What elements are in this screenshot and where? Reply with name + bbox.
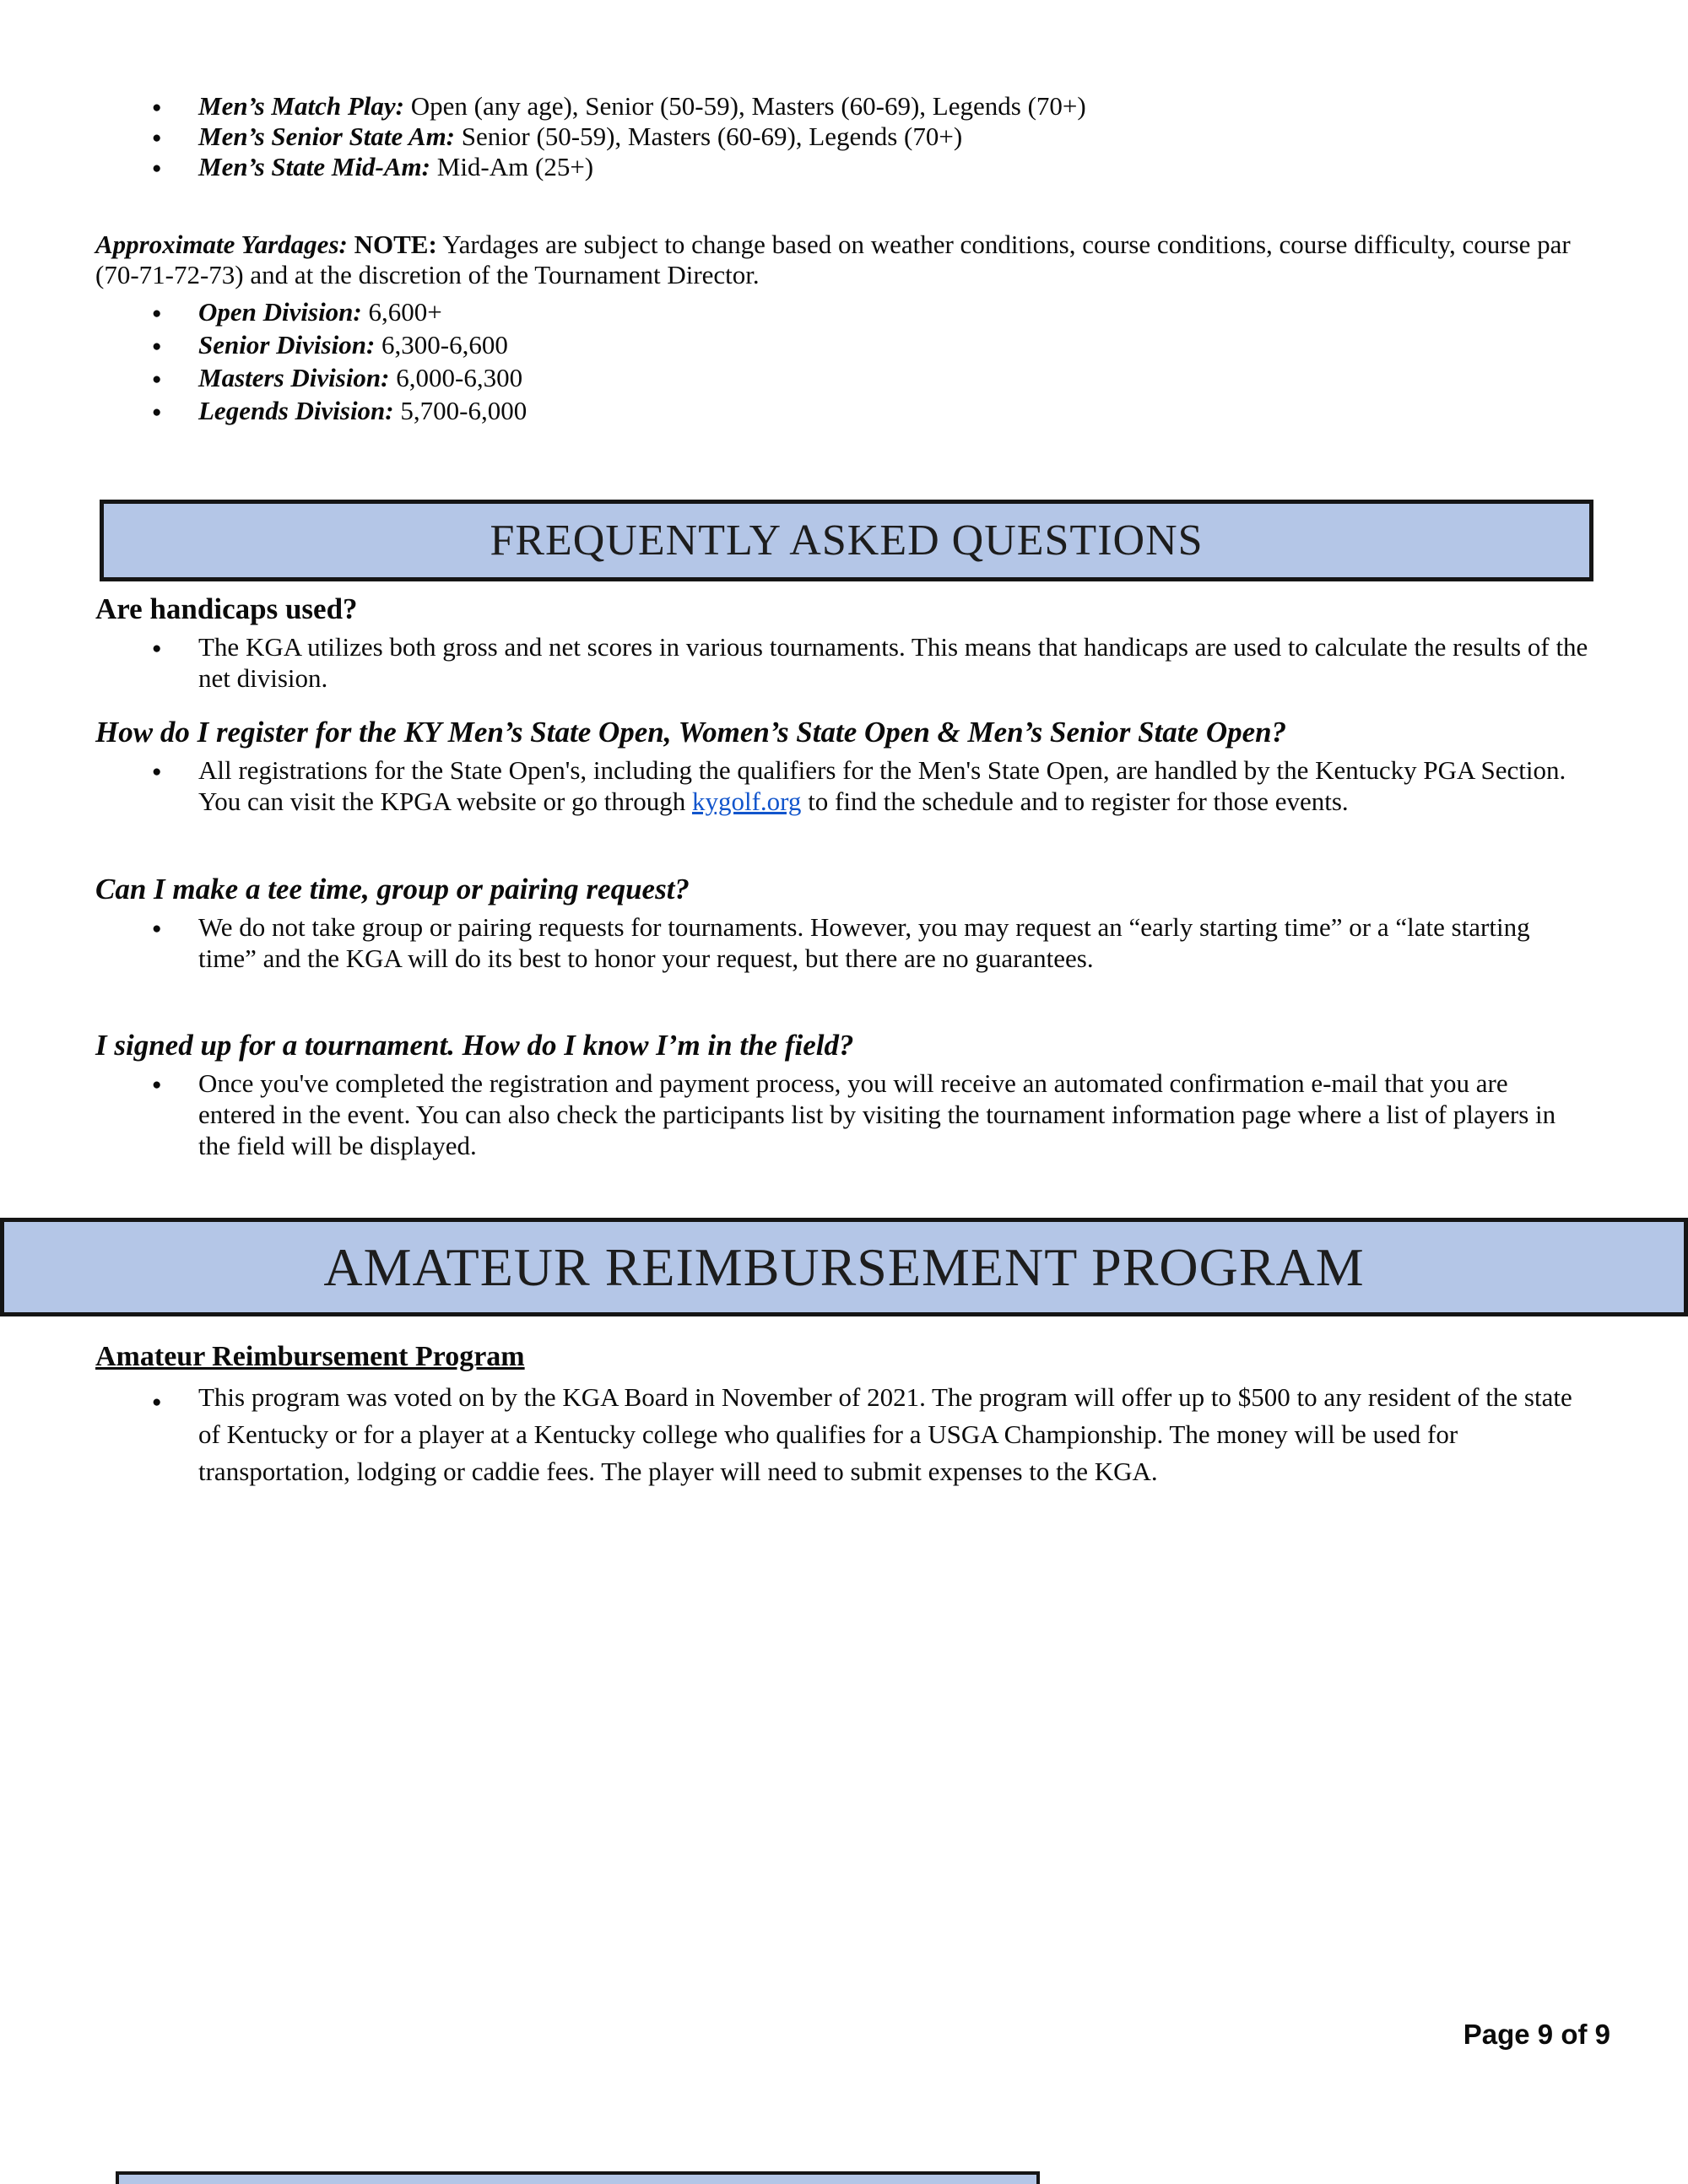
arp-text: This program was voted on by the KGA Board in November of 2021. The program will offer up to $500 to any resident of the state of Kentucky or for a player at a Kentucky college who qualifies for a USGA Championship. The money will be used for transportation, lodging or caddie fees. The player will need to submit expenses to the KGA. (198, 1382, 1572, 1486)
bullet-icon: ● (152, 159, 162, 177)
faq-banner-title: FREQUENTLY ASKED QUESTIONS (490, 516, 1204, 565)
yardage-line: Senior Division: 6,300-6,600 (198, 330, 508, 359)
list-item (152, 361, 1606, 394)
bullet-icon: ● (152, 1076, 162, 1094)
list-item (152, 91, 1587, 122)
bullet-icon: ● (152, 1393, 162, 1411)
bullet-icon: ● (152, 305, 162, 322)
arp-banner-title: AMATEUR REIMBURSEMENT PROGRAM (323, 1236, 1365, 1297)
bullet-icon: ● (152, 338, 162, 355)
yardages-note: Approximate Yardages: NOTE: Yardages are subject to change based on weather conditions, course conditions, course difficulty, course par (70-71-72-73) and at the discretion of the Tournament Director. (95, 230, 1571, 289)
arp-section (95, 1340, 1606, 1490)
next-banner-sliver (116, 2171, 1040, 2184)
faq-question-block (95, 592, 1606, 694)
division-line: Men’s State Mid-Am: Mid-Am (25+) (198, 152, 594, 181)
list-item (152, 122, 1587, 152)
bullet-icon: ● (152, 129, 162, 147)
list-item (152, 1379, 1606, 1490)
bullet-icon: ● (152, 920, 162, 938)
yardage-line: Open Division: 6,600+ (198, 297, 442, 327)
arp-section-banner (0, 1218, 1688, 1316)
division-line: Men’s Match Play: Open (any age), Senior (50-59), Masters (60-69), Legends (70+) (198, 91, 1086, 121)
arp-heading: Amateur Reimbursement Program (95, 1341, 525, 1372)
faq-section-banner (100, 500, 1593, 581)
list-item (152, 394, 1606, 427)
list-item (152, 295, 1606, 328)
list-item (152, 1068, 1606, 1161)
list-item (152, 754, 1606, 817)
yardage-line: Masters Division: 6,000-6,300 (198, 363, 523, 392)
faq-question-block (95, 716, 1606, 817)
bullet-icon: ● (152, 403, 162, 421)
faq-question-block (95, 1029, 1606, 1161)
faq-answer: We do not take group or pairing requests for tournaments. However, you may request an “early starting time” or a “late starting time” and the KGA will do its best to honor your request, but there are no guarantees. (198, 912, 1530, 973)
list-item (152, 328, 1606, 361)
bullet-icon: ● (152, 99, 162, 116)
faq-question: I signed up for a tournament. How do I know I’m in the field? (95, 1029, 854, 1062)
yardages-section (95, 230, 1606, 427)
list-item (152, 631, 1606, 694)
bullet-icon: ● (152, 370, 162, 388)
faq-question: Can I make a tee time, group or pairing request? (95, 873, 690, 905)
division-eligibility-list (152, 91, 1587, 182)
list-item (152, 911, 1606, 974)
page-number: Page 9 of 9 (1463, 2019, 1610, 2050)
bullet-icon: ● (152, 640, 162, 657)
faq-question-block (95, 873, 1606, 974)
faq-answer: The KGA utilizes both gross and net scores in various tournaments. This means that handicaps are used to calculate the results of the net division. (198, 632, 1588, 693)
faq-answer: All registrations for the State Open's, including the qualifiers for the Men's State Open, are handled by the Kentucky PGA Section. You can visit the KPGA website or go through kygolf.org to find the schedule and to register for those events. (198, 755, 1566, 816)
list-item (152, 152, 1587, 182)
faq-answer: Once you've completed the registration and payment process, you will receive an automated confirmation e-mail that you are entered in the event. You can also check the participants list by visiting the tournament information page where a list of players in the field will be displayed. (198, 1068, 1556, 1160)
bullet-icon: ● (152, 763, 162, 781)
yardage-line: Legends Division: 5,700-6,000 (198, 396, 528, 425)
kygolf-link[interactable]: kygolf.org (691, 787, 802, 816)
division-line: Men’s Senior State Am: Senior (50-59), Masters (60-69), Legends (70+) (198, 122, 963, 151)
faq-question: How do I register for the KY Men’s State Open, Women’s State Open & Men’s Senior State Open? (95, 716, 1287, 749)
faq-question: Are handicaps used? (95, 592, 358, 625)
